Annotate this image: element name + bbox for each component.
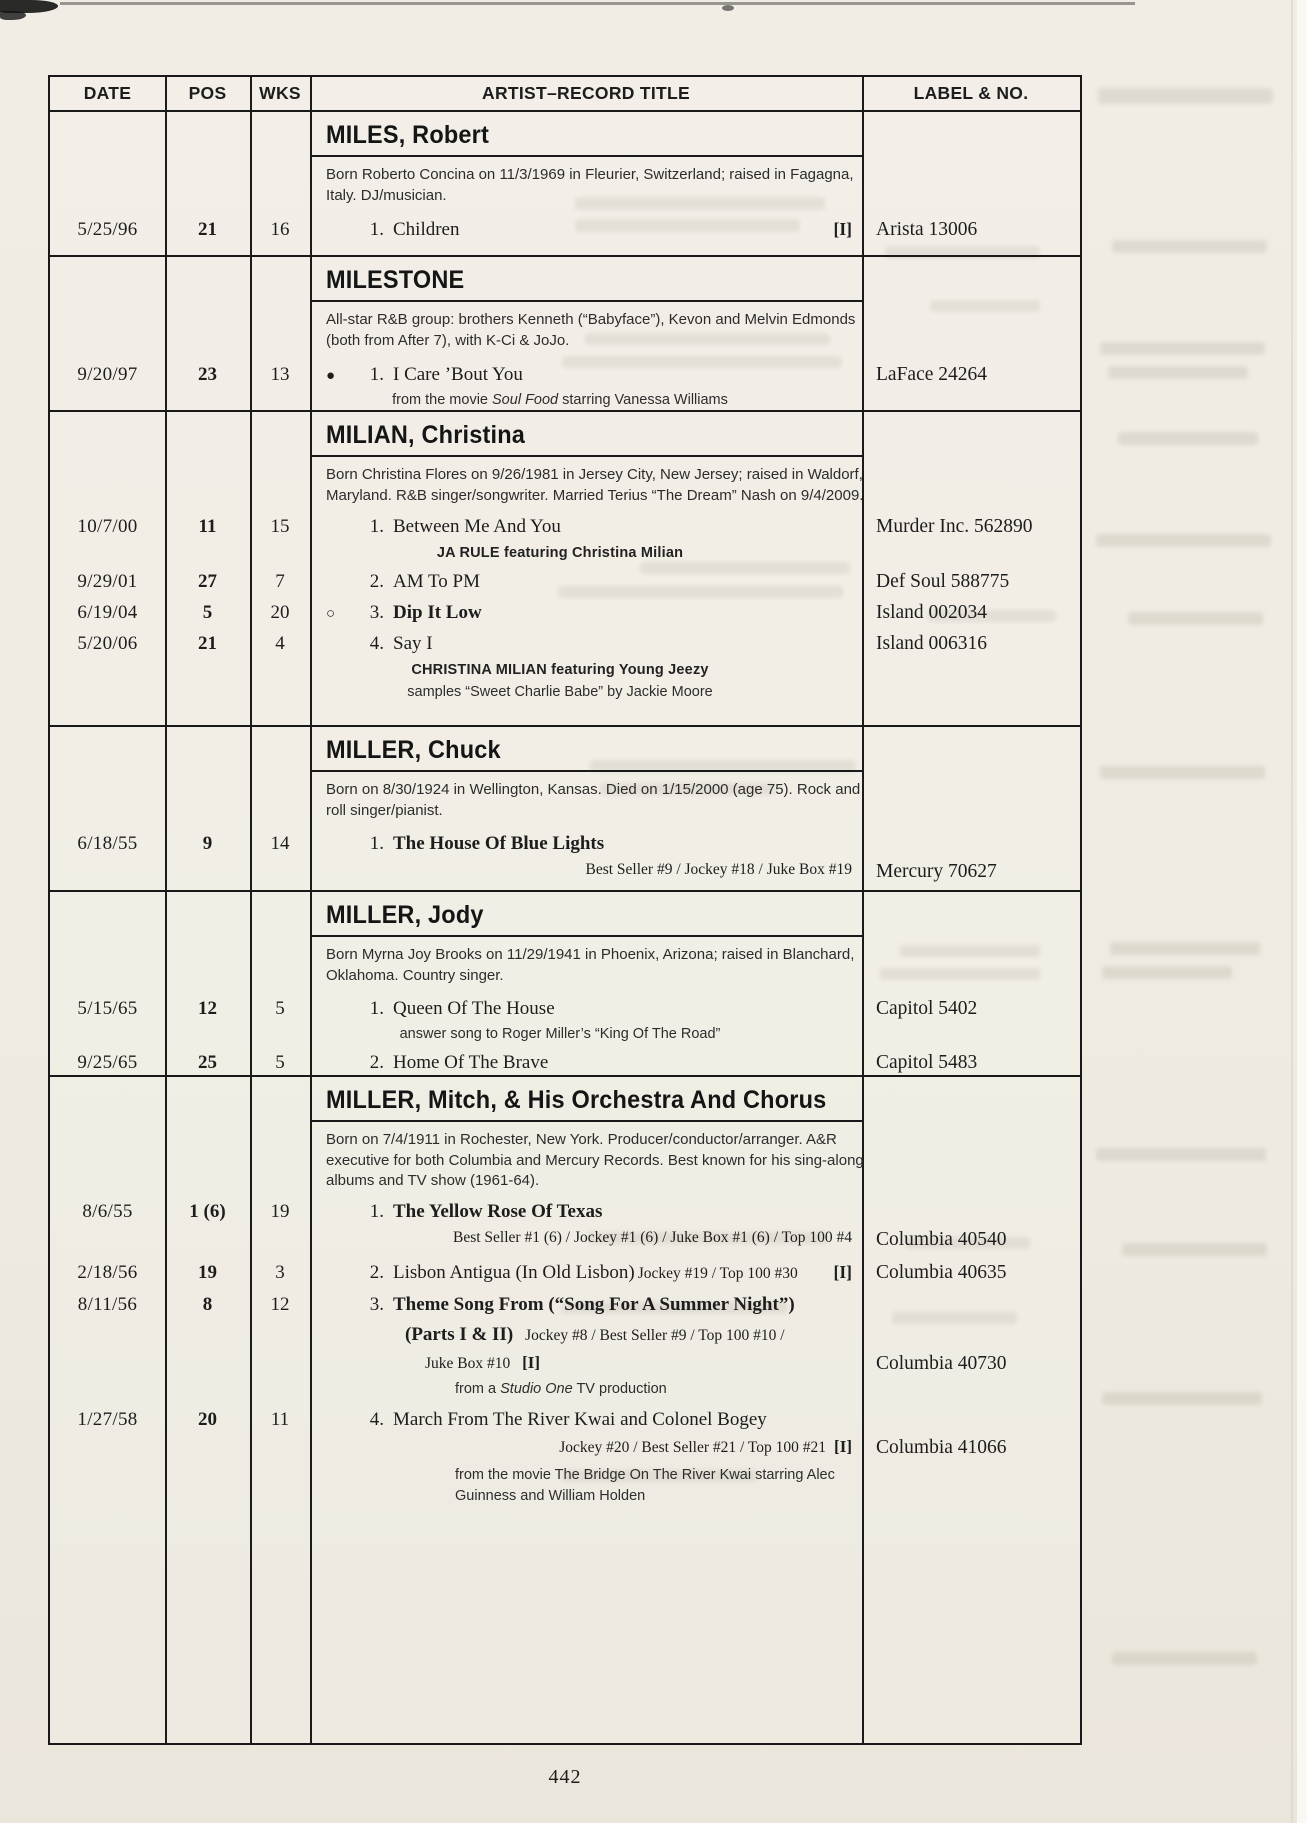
- artist-bio: Born on 8/30/1924 in Wellington, Kansas. Died on 1/15/2000 (age 75). Rock and roll singer/pianist.: [326, 781, 861, 819]
- entry-date: 10/7/00: [77, 515, 138, 537]
- artist-bio: Born Roberto Concina on 11/3/1969 in Fleurier, Switzerland; raised in Fagagna, Italy. DJ/musician.: [326, 166, 854, 204]
- scan-artifact: [60, 2, 1135, 5]
- record-label-number: Columbia 40540: [876, 1229, 1007, 1251]
- entry-weeks: 15: [270, 515, 290, 537]
- scan-artifact: [722, 5, 734, 11]
- entry-number: 1.: [369, 363, 384, 385]
- note-text: TV production: [572, 1380, 667, 1397]
- title-line: [310, 602, 862, 625]
- title-line: [310, 833, 862, 856]
- entry-date: 9/29/01: [77, 571, 138, 593]
- page-edge: [1297, 0, 1307, 1823]
- tv-show-title-italic: Studio One: [500, 1380, 573, 1397]
- entry-date: 1/27/58: [77, 1409, 138, 1431]
- title-line: [310, 1052, 862, 1075]
- page-number: 442: [548, 1766, 582, 1788]
- record-label-number: Columbia 40730: [876, 1352, 1007, 1374]
- chart-positions-note-line: [425, 1353, 862, 1374]
- record-label-number: Columbia 41066: [876, 1437, 1007, 1459]
- artist-underline: [310, 935, 862, 937]
- gold-record-icon: ●: [326, 367, 336, 384]
- artist-heading: MILLER, Mitch, & His Orchestra And Chorus: [326, 1086, 827, 1114]
- title-line: [310, 1409, 862, 1432]
- entry-peak-position: 11: [198, 515, 217, 537]
- chart-positions-text: Jockey #20 / Best Seller #21 / Top 100 #21: [559, 1438, 827, 1456]
- scan-artifact: [0, 0, 58, 13]
- featuring-credit: CHRISTINA MILIAN featuring Young Jeezy: [411, 661, 709, 678]
- note-text: from the movie: [455, 1466, 555, 1483]
- record-label-number: Island 002034: [876, 601, 988, 623]
- note-text: from the movie: [392, 391, 493, 408]
- artist-section: [50, 1075, 1080, 1739]
- instrumental-tag: [I]: [522, 1353, 541, 1373]
- chart-positions-note: Jockey #19 / Top 100 #30: [637, 1264, 798, 1282]
- entry-number: 2.: [369, 1261, 384, 1283]
- bleed-through-artifact: [1118, 432, 1258, 445]
- bleed-through-artifact: [1112, 240, 1267, 253]
- song-title: Lisbon Antigua (In Old Lisbon): [393, 1261, 635, 1283]
- artist-section: [50, 725, 1080, 890]
- artist-bio: Born Myrna Joy Brooks on 11/29/1941 in Phoenix, Arizona; raised in Blanchard, Oklahoma. Country singer.: [326, 946, 855, 984]
- title-line: [310, 1294, 862, 1317]
- song-title: AM To PM: [393, 571, 481, 593]
- song-entry: [50, 515, 1080, 562]
- artist-section: [50, 410, 1080, 725]
- song-title: The House Of Blue Lights: [393, 832, 605, 854]
- song-entry: [50, 632, 1080, 702]
- chart-positions-note: Jockey #8 / Best Seller #9 / Top 100 #10 /: [525, 1327, 785, 1345]
- entry-weeks: 4: [275, 632, 285, 654]
- chart-positions-note: Best Seller #9 / Jockey #18 / Juke Box #19: [585, 860, 852, 878]
- song-entry: [50, 1294, 1080, 1399]
- song-note: [455, 1465, 885, 1507]
- entry-number: 2.: [369, 1052, 384, 1074]
- entry-weeks: 7: [275, 571, 285, 593]
- entry-title-cell: [310, 364, 862, 409]
- column-header-label-no: LABEL & NO.: [913, 83, 1029, 103]
- entry-number: 4.: [369, 632, 384, 654]
- artist-underline: [310, 770, 862, 772]
- instrumental-tag: [I]: [833, 1261, 852, 1282]
- entry-date: 9/20/97: [77, 363, 138, 385]
- entry-peak-position: 19: [198, 1261, 217, 1283]
- entry-title-cell: [310, 1262, 862, 1285]
- movie-title-italic: Soul Food: [492, 391, 559, 408]
- entry-peak-position: 1 (6): [189, 1201, 226, 1223]
- entry-weeks: 13: [270, 363, 290, 385]
- record-label-number: Capitol 5483: [876, 1052, 978, 1074]
- entry-weeks: 5: [275, 997, 285, 1019]
- song-entry: [50, 1201, 1080, 1251]
- bleed-through-artifact: [1098, 88, 1273, 104]
- artist-underline: [310, 300, 862, 302]
- entry-weeks: 20: [270, 601, 290, 623]
- entry-title-cell: [310, 998, 862, 1043]
- entry-number: 2.: [369, 571, 384, 593]
- chart-positions-note: [310, 1437, 862, 1458]
- record-label-number: Capitol 5402: [876, 997, 978, 1019]
- column-header-wks: WKS: [259, 83, 301, 103]
- record-label-number: Columbia 40635: [876, 1261, 1007, 1283]
- artist-heading: MILESTONE: [326, 266, 465, 294]
- chart-table: [48, 75, 1082, 1745]
- title-line: [310, 633, 862, 656]
- title-line: [310, 571, 862, 594]
- song-note: answer song to Roger Miller’s “King Of The Road”: [399, 1025, 721, 1042]
- note-text: starring Alec Guinness and William Holden: [455, 1466, 835, 1504]
- song-title: March From The River Kwai and Colonel Bogey: [393, 1409, 767, 1431]
- entry-date: 8/6/55: [82, 1201, 133, 1223]
- entry-date: 5/15/65: [77, 997, 138, 1019]
- song-entry: [50, 363, 1080, 409]
- bleed-through-artifact: [1112, 1652, 1257, 1665]
- chart-positions-note: Best Seller #1 (6) / Jockey #1 (6) / Juke Box #1 (6) / Top 100 #4: [453, 1229, 852, 1247]
- bleed-through-artifact: [1100, 766, 1265, 779]
- song-title: Dip It Low: [393, 601, 482, 623]
- title-line: [310, 998, 862, 1021]
- entry-number: 1.: [369, 832, 384, 854]
- bleed-through-artifact: [1102, 966, 1232, 979]
- bleed-through-artifact: [1100, 342, 1265, 355]
- entry-date: 2/18/56: [77, 1261, 138, 1283]
- song-title: Theme Song From (“Song For A Summer Night”): [393, 1293, 795, 1315]
- column-header-pos: POS: [188, 83, 227, 103]
- artist-heading: MILIAN, Christina: [326, 421, 526, 449]
- entry-title-cell: [310, 633, 862, 702]
- note-text: from a: [455, 1380, 501, 1397]
- scan-artifact: [0, 11, 26, 20]
- instrumental-tag: [I]: [833, 218, 852, 239]
- record-label-number: Def Soul 588775: [876, 571, 1010, 593]
- song-title: Say I: [393, 632, 433, 654]
- entry-peak-position: 9: [202, 832, 213, 854]
- bleed-through-artifact: [1096, 1148, 1266, 1161]
- song-entry: [50, 997, 1080, 1043]
- song-title: I Care ’Bout You: [393, 363, 523, 385]
- entry-title-cell: [310, 219, 862, 242]
- song-entry: [50, 833, 1080, 883]
- entry-number: 1.: [369, 997, 384, 1019]
- artist-bio: All-star R&B group: brothers Kenneth (“Babyface”), Kevon and Melvin Edmonds (both from After 7), with K-Ci & JoJo.: [326, 311, 856, 349]
- artist-bio: Born on 7/4/1911 in Rochester, New York. Producer/conductor/arranger. A&R executive for both Columbia and Mercury Records. Best known for his sing-along albums and TV show (1961-64).: [326, 1131, 864, 1189]
- title-line: [310, 1262, 862, 1285]
- record-label-number: Mercury 70627: [876, 860, 997, 882]
- entry-number: 3.: [369, 601, 384, 623]
- title-line: [310, 1201, 862, 1224]
- entry-date: 6/19/04: [77, 601, 138, 623]
- entry-peak-position: 5: [202, 601, 213, 623]
- artist-underline: [310, 455, 862, 457]
- entry-date: 5/20/06: [77, 632, 138, 654]
- movie-title-italic: The Bridge On The River Kwai: [554, 1466, 752, 1483]
- entry-number: 1.: [369, 1201, 384, 1223]
- chart-positions-note: Juke Box #10: [425, 1355, 511, 1373]
- entry-number: 3.: [369, 1293, 384, 1315]
- bleed-through-artifact: [1102, 1392, 1262, 1405]
- title-continuation-line: [405, 1324, 862, 1347]
- bleed-through-artifact: [1096, 534, 1271, 547]
- song-entry: [50, 1261, 1080, 1285]
- song-entry: [50, 601, 1080, 625]
- entry-title-cell: [310, 602, 862, 625]
- entry-title-cell: [310, 1294, 862, 1399]
- song-title: Home Of The Brave: [393, 1052, 549, 1074]
- entry-weeks: 12: [270, 1293, 290, 1315]
- record-label-number: Murder Inc. 562890: [876, 515, 1033, 537]
- bleed-through-artifact: [1108, 366, 1248, 379]
- entry-number: 1.: [369, 515, 384, 537]
- entry-title-cell: [310, 571, 862, 594]
- entry-number: 1.: [369, 218, 384, 240]
- song-entry: [50, 1409, 1080, 1506]
- entry-date: 5/25/96: [77, 218, 138, 240]
- record-label-number: LaFace 24264: [876, 363, 988, 385]
- bleed-through-artifact: [1122, 1243, 1267, 1256]
- note-text: starring Vanessa Williams: [558, 391, 728, 408]
- entry-title-cell: [310, 1201, 862, 1247]
- entry-peak-position: 12: [198, 997, 217, 1019]
- column-header-date: DATE: [83, 83, 132, 103]
- entry-number: 4.: [369, 1409, 384, 1431]
- artist-underline: [310, 155, 862, 157]
- entry-weeks: 3: [275, 1261, 285, 1283]
- entry-peak-position: 21: [198, 218, 217, 240]
- song-entry: [50, 218, 1080, 242]
- song-note: [310, 392, 810, 409]
- song-entry: [50, 570, 1080, 594]
- table-header-row: [50, 77, 1080, 112]
- song-title-part: (Parts I & II): [405, 1324, 514, 1346]
- entry-title-cell: [310, 1409, 862, 1506]
- entry-weeks: 19: [270, 1201, 290, 1223]
- entry-title-cell: [310, 516, 862, 562]
- title-line: [310, 364, 862, 387]
- entry-weeks: 5: [275, 1052, 285, 1074]
- entry-peak-position: 27: [198, 571, 217, 593]
- entry-weeks: 16: [270, 218, 290, 240]
- song-entry: [50, 1051, 1080, 1075]
- entry-title-cell: [310, 833, 862, 879]
- page-edge-shadow: [1291, 0, 1293, 1823]
- artist-heading: MILLER, Jody: [326, 901, 484, 929]
- artist-section: [50, 890, 1080, 1075]
- featuring-credit: JA RULE featuring Christina Milian: [436, 544, 684, 561]
- entry-date: 9/25/65: [77, 1052, 138, 1074]
- entry-date: 6/18/55: [77, 832, 138, 854]
- song-note: [455, 1381, 862, 1398]
- entry-date: 8/11/56: [77, 1293, 138, 1315]
- entry-weeks: 14: [270, 832, 290, 854]
- entry-title-cell: [310, 1052, 862, 1075]
- certification-circle-icon: ○: [326, 605, 336, 622]
- entry-peak-position: 20: [198, 1409, 217, 1431]
- song-note: samples “Sweet Charlie Babe” by Jackie Moore: [407, 683, 713, 700]
- artist-heading: MILLER, Chuck: [326, 736, 501, 764]
- song-title: Queen Of The House: [393, 997, 555, 1019]
- record-label-number: Arista 13006: [876, 218, 978, 240]
- song-title: Between Me And You: [393, 515, 561, 537]
- entry-peak-position: 21: [198, 632, 217, 654]
- title-line: [310, 516, 862, 539]
- artist-underline: [310, 1120, 862, 1122]
- song-title: Children: [393, 218, 460, 240]
- entry-peak-position: 25: [198, 1052, 217, 1074]
- artist-bio: Born Christina Flores on 9/26/1981 in Jersey City, New Jersey; raised in Waldorf, Maryland. R&B singer/songwriter. Married Terius “The Dream” Nash on 9/4/2009.: [326, 466, 864, 504]
- song-title: The Yellow Rose Of Texas: [393, 1201, 603, 1223]
- entry-weeks: 11: [270, 1409, 290, 1431]
- bleed-through-artifact: [1128, 612, 1263, 625]
- artist-section: [50, 112, 1080, 255]
- artist-heading: MILES, Robert: [326, 121, 490, 149]
- artist-section: [50, 255, 1080, 410]
- instrumental-tag: [I]: [834, 1436, 852, 1456]
- title-line: [310, 219, 862, 242]
- entry-peak-position: 8: [202, 1293, 213, 1315]
- bleed-through-artifact: [1110, 942, 1260, 955]
- record-label-number: Island 006316: [876, 632, 988, 654]
- column-header-artist-record-title: ARTIST–RECORD TITLE: [482, 83, 690, 103]
- entry-peak-position: 23: [198, 363, 217, 385]
